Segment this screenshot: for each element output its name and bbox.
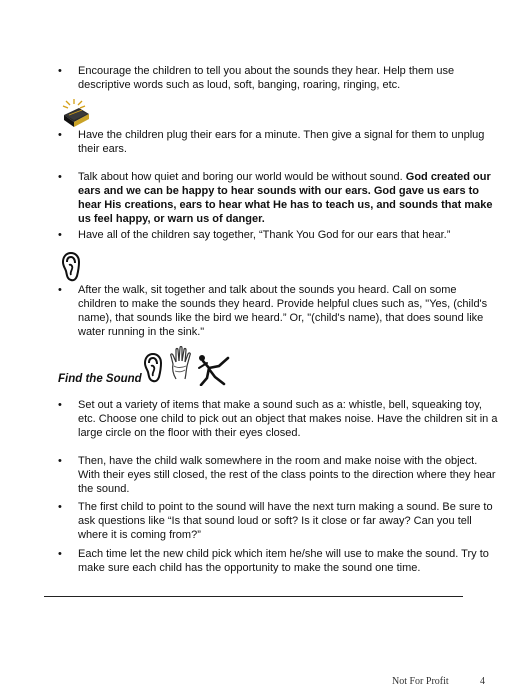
hand-icon (168, 346, 194, 380)
bullet-describe-sounds (58, 64, 498, 92)
bullet-after-walk (58, 283, 498, 339)
footer-divider (44, 596, 463, 597)
bullet-text: Encourage the children to tell you about the sounds they hear. Help them use descriptive words such as loud, soft, banging, roaring, ringing, etc. (78, 65, 455, 91)
bullet-text: Talk about how quiet and boring our world would be without sound. God created our ears and we can be happy to hear sounds with our ears. God gave us ears to hear His creations, ears to hear what He has to teach us, and sounds that make us feel happy, or warn us of danger. (78, 171, 493, 225)
bullet-text: Have the children plug their ears for a minute. Then give a signal for them to unplug their ears. (78, 129, 485, 155)
bullet-set-out-items (58, 398, 498, 440)
bible-icon (60, 98, 92, 130)
bullet-say-together (58, 228, 498, 242)
bullet-text: The first child to point to the sound will have the next turn making a sound. Be sure to ask questions like “Is that sound loud or soft? Is it close or far away? Can you tell where it is coming from?” (78, 501, 493, 541)
ear-icon (142, 352, 166, 384)
bold-statement: God created our ears and we can be happy to hear sounds with our ears. God gave us ears to hear His creations, ears to hear what He has to teach us, and sounds that make us feel happy, or warn us of danger. (78, 171, 493, 225)
bullet-marker: • (58, 171, 62, 183)
bullet-text: Then, have the child walk somewhere in the room and make noise with the object. With their eyes still closed, the rest of the class points to the direction where they hear the sound. (78, 455, 496, 495)
bullet-world-without-sound (58, 170, 498, 226)
bullet-marker: • (58, 65, 62, 77)
bullet-marker: • (58, 129, 62, 141)
bullet-first-child (58, 500, 498, 542)
bullet-marker: • (58, 501, 62, 513)
page-number: 4 (480, 676, 485, 687)
bullet-each-time (58, 547, 498, 575)
bullet-marker: • (58, 399, 62, 411)
bullet-text: Have all of the children say together, “Thank You God for our ears that hear.” (78, 229, 451, 241)
bullet-marker: • (58, 284, 62, 296)
bullet-text: Set out a variety of items that make a sound such as a: whistle, bell, squeaking toy, etc. Choose one child to pick out an object that makes noise. Have the children sit in a large circle on the floor with their eyes closed. (78, 399, 498, 439)
bullet-text: After the walk, sit together and talk about the sounds you heard. Call on some children to make the sounds they heard. Provide helpful clues such as, "Yes, (child's name), that sounds like the bird we heard.” Or, "(child's name), that does sound like water running in the sink." (78, 284, 488, 338)
ear-icon (60, 252, 84, 282)
bullet-marker: • (58, 229, 62, 241)
bullet-text: Each time let the new child pick which item he/she will use to make the sound. Try to make sure each child has the opportunity to make the sound one time. (78, 548, 489, 574)
bullet-plug-ears (58, 128, 498, 156)
section-heading: Find the Sound (58, 373, 142, 385)
footer-label: Not For Profit (392, 676, 449, 687)
movement-figure-icon (195, 352, 231, 386)
bullet-walk-and-noise (58, 454, 498, 496)
bullet-marker: • (58, 548, 62, 560)
bullet-marker: • (58, 455, 62, 467)
